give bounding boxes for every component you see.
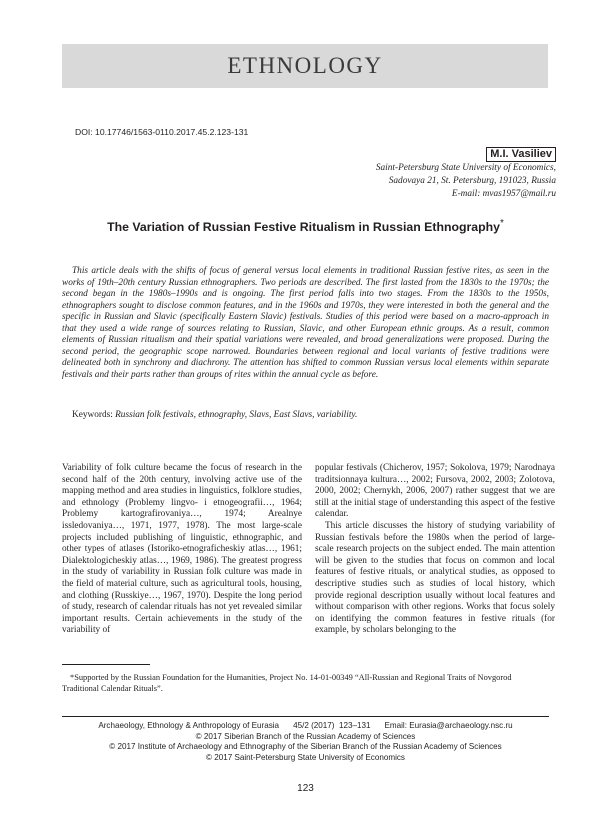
journal-info	[0, 721, 611, 732]
section-title: ETHNOLOGY	[227, 53, 383, 78]
author-block	[376, 144, 556, 201]
journal-issue: 45/2 (2017)	[293, 721, 335, 730]
author-email: E-mail: mvas1957@mail.ru	[451, 189, 556, 199]
title-footnote-mark: *	[500, 218, 504, 229]
footer-divider	[62, 716, 549, 717]
footnote: *Supported by the Russian Foundation for the Humanities, Project No. 14-01-00349 “All-Russian and Regional Traits of Novgorod Traditional Calendar Rituals”.	[62, 673, 512, 693]
journal-email: Email: Eurasia@archaeology.nsc.ru	[384, 721, 513, 730]
author-name: M.I. Vasiliev	[486, 147, 556, 162]
doi: DOI: 10.17746/1563-0110.2017.45.2.123-131	[75, 127, 249, 137]
copyright-line: © 2017 Saint-Petersburg State University of Economics	[206, 752, 405, 762]
journal-name: Archaeology, Ethnology & Anthropology of Eurasia	[98, 721, 280, 730]
journal-pages: 123–131	[338, 721, 371, 730]
article-title-text: The Variation of Russian Festive Ritualism in Russian Ethnography	[107, 220, 500, 235]
keywords-text: Russian folk festivals, ethnography, Slavs, East Slavs, variability.	[115, 410, 358, 420]
copyright-line: © 2017 Siberian Branch of the Russian Academy of Sciences	[195, 731, 416, 741]
body-column-right	[315, 463, 555, 637]
author-address: Sadovaya 21, St. Petersburg, 191023, Russia	[388, 176, 556, 186]
section-banner	[62, 44, 548, 88]
article-title	[0, 218, 611, 234]
body-column-left	[62, 463, 302, 637]
keywords-label: Keywords:	[72, 410, 113, 420]
abstract: This article deals with the shifts of focus of general versus local elements in traditional Russian festive rites, as seen in the works of 19th–20th century Russian ethnographers. Two periods are described. The first lasted from the 1830s to the 1970s; the second began in the 1980s–1990s and is ongoing. The first period falls into two stages. From the 1830s to the 1950s, ethnographers sought to disclose common features, and in the 1960s and 1970s, they were interested in both the general and the specific in Russian and Slavic (specifically Eastern Slavic) festivals. Studies of this period were based on a macro-approach in that they used a wide range of sources relating to Russian, Slavic, and other European ethnic groups. As a result, common elements of Russian ritualism and their spatial variations were revealed, and broad generalizations were proposed. During the second period, the geographic scope narrowed. Boundaries between regional and local variants of festive traditions were delineated both in synchrony and diachrony. The attention has shifted to common Russian versus local elements within separate festivals and their parts rather than groups of rites within the annual cycle as before.	[62, 266, 549, 380]
author-affiliation: Saint-Petersburg State University of Economics,	[375, 163, 556, 173]
footnote-divider	[62, 664, 150, 665]
page-number: 123	[297, 783, 314, 794]
keywords	[72, 410, 357, 420]
body-paragraph-continued: popular festivals (Chicherov, 1957; Sokolova, 1979; Narodnaya traditsionnaya kultura…, 2002; Fursova, 2002, 2003; Zolotova, 2000, 2002; Chernykh, 2006, 2007) rather suggest that we are still at the initial stage of understanding this aspect of the festive calendar.	[315, 463, 555, 520]
body-paragraph: This article discusses the history of studying variability of Russian festivals before the 1980s when the period of large-scale research projects on the subject ended. The main attention will be given to the studies that focus on common and local features of festive rituals, or analytical studies, as opposed to descriptive studies such as studies of local history, which provide regional description usually without local features and without comparison with other regions. Works that focus solely on identifying the common features in festive rituals (for example, by scholars belonging to the	[315, 520, 555, 636]
body-paragraph: Variability of folk culture became the focus of research in the second half of the 20th century, involving active use of the mapping method and area studies in linguistics, folklore studies, and ethnology (Problemy lingvo- i etnogeografii…, 1964; Problemy kartografirovaniya…, 1974; Arealnye issledovaniya…, 1971, 1977, 1978). The most large-scale projects included publishing of linguistic, ethnographic, and other types of atlases (Istoriko-etnograficheskiy atlas…, 1961; Dialektologicheskiy atlas…, 1969, 1986). The greatest progress in the study of variability in Russian folk culture was made in the field of material culture, such as agricultural tools, housing, and clothing (Russkiye…, 1967, 1970). Despite the long period of study, research of calendar rituals has not yet revealed similar important results. Certain achievements in the study of the variability of	[62, 463, 302, 636]
copyright-line: © 2017 Institute of Archaeology and Ethnography of the Siberian Branch of the Russian Academy of Sciences	[109, 742, 502, 751]
